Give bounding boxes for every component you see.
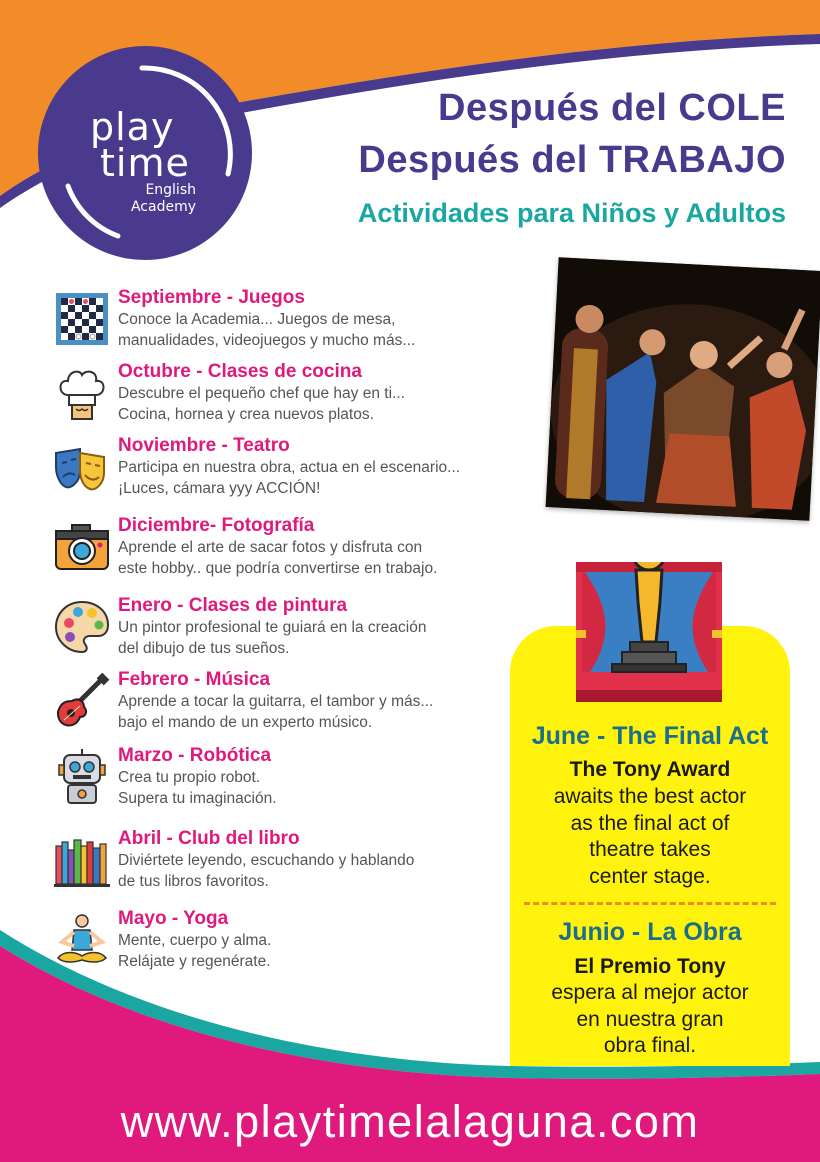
headline-after-school: Después del COLE [438, 87, 786, 129]
activity-description: Aprende a tocar la guitarra, el tambor y más... bajo el mando de un experto músico. [118, 693, 434, 731]
headline-subtitle: Actividades para Niños y Adultos [357, 198, 786, 228]
activity-title: Febrero - Música [118, 669, 271, 690]
logo-english: English [145, 182, 196, 198]
guitar-icon [54, 673, 110, 729]
logo-word-time: time [100, 141, 190, 185]
logo-word-play: play [90, 105, 175, 149]
logo-academy: Academy [130, 199, 196, 215]
chef-hat-icon [54, 365, 110, 421]
headline-after-work: Después del TRABAJO [358, 139, 786, 181]
award-stage-icon [576, 562, 722, 702]
activity-description: Aprende el arte de sacar fotos y disfruta con este hobby.. que podría convertirse en trabajo. [118, 539, 438, 577]
activity-description: Conoce la Academia... Juegos de mesa, manualidades, videojuegos y mucho más... [118, 311, 416, 349]
robot-icon [54, 749, 110, 805]
activity-title: Octubre - Clases de cocina [118, 361, 362, 382]
yoga-icon [54, 912, 110, 968]
activity-title: Septiembre - Juegos [118, 287, 305, 308]
paint-palette-icon [54, 599, 110, 655]
chessboard-icon [54, 291, 110, 347]
final-act-heading-en: June - The Final Act [531, 722, 769, 750]
final-act-subheading-es: El Premio Tony [574, 955, 726, 978]
activity-title: Diciembre- Fotografía [118, 515, 315, 536]
activity-description: Mente, cuerpo y alma. Relájate y regenérate. [118, 932, 272, 970]
final-act-body-en: awaits the best actor as the final act of theatre takes center stage. [553, 785, 747, 888]
activity-description: Un pintor profesional te guiará en la creación del dibujo de tus sueños. [118, 619, 427, 657]
playtime-logo [38, 46, 252, 260]
theatre-photo [546, 257, 820, 520]
activity-title: Marzo - Robótica [118, 745, 272, 766]
activity-description: Descubre el pequeño chef que hay en ti... Cocina, hornea y crea nuevos platos. [118, 385, 405, 423]
activity-description: Diviértete leyendo, escuchando y hablando de tus libros favoritos. [118, 852, 415, 890]
website-url[interactable]: www.playtimelalaguna.com [120, 1096, 700, 1147]
activity-description: Crea tu propio robot. Supera tu imaginación. [118, 769, 277, 807]
final-act-subheading-en: The Tony Award [569, 758, 731, 781]
camera-icon [54, 519, 110, 575]
dashed-divider [524, 902, 776, 905]
activity-title: Enero - Clases de pintura [118, 595, 348, 616]
books-icon [54, 832, 110, 888]
activity-description: Participa en nuestra obra, actua en el escenario... ¡Luces, cámara yyy ACCIÓN! [118, 459, 461, 497]
activity-title: Abril - Club del libro [118, 828, 300, 849]
final-act-heading-es: Junio - La Obra [558, 918, 742, 946]
activity-title: Mayo - Yoga [118, 908, 229, 929]
final-act-body-es: espera al mejor actor en nuestra gran obra final. [551, 981, 749, 1057]
activity-title: Noviembre - Teatro [118, 435, 290, 456]
theatre-masks-icon [54, 439, 110, 495]
